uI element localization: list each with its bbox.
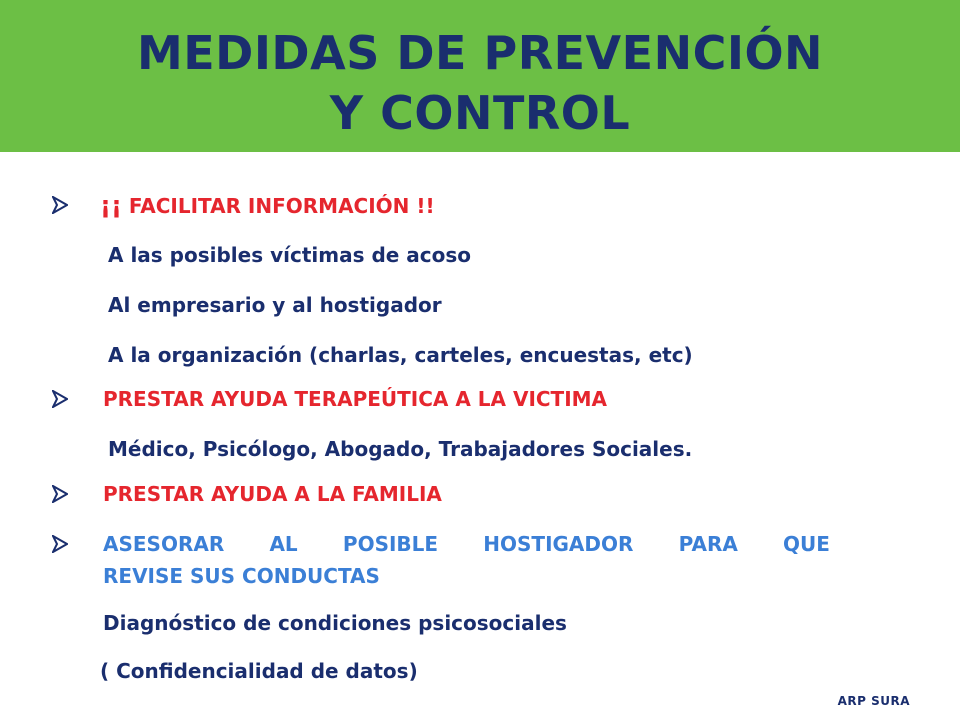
arrow-bullet-icon [52,196,68,214]
arrow-bullet-icon [52,485,68,503]
item4-word: HOSTIGADOR [483,532,634,556]
item4-word: POSIBLE [342,532,439,556]
item4-word: PARA [678,532,738,556]
item3-heading: PRESTAR AYUDA A LA FAMILIA [103,482,442,506]
item1-sub-3: A la organización (charlas, carteles, encuestas, etc) [108,343,693,367]
item1-heading-text: FACILITAR INFORMACIÓN !! [121,194,435,218]
item4-word: ASESORAR [103,532,225,556]
item1-exclaim-open: ¡¡ [100,191,122,219]
item1-heading [100,193,435,218]
item4-sub-2: ( Confidencialidad de datos) [100,659,418,683]
item4-heading-line1 [103,532,830,556]
item4-sub-1: Diagnóstico de condiciones psicosociales [103,611,567,635]
arrow-bullet-icon [52,535,68,553]
item1-sub-2: Al empresario y al hostigador [108,293,442,317]
footer-label: ARP SURA [837,694,910,708]
item4-heading-line2: REVISE SUS CONDUCTAS [103,564,380,588]
arrow-bullet-icon [52,390,68,408]
item2-heading: PRESTAR AYUDA TERAPEÚTICA A LA VICTIMA [103,387,608,411]
item4-word: AL [269,532,298,556]
slide-title-line1: MEDIDAS DE PREVENCIÓN [136,26,824,80]
item4-word: QUE [783,532,830,556]
item2-sub-1: Médico, Psicólogo, Abogado, Trabajadores Sociales. [108,437,693,461]
slide-title-line2: Y CONTROL [329,86,631,140]
item1-sub-1: A las posibles víctimas de acoso [108,243,472,267]
